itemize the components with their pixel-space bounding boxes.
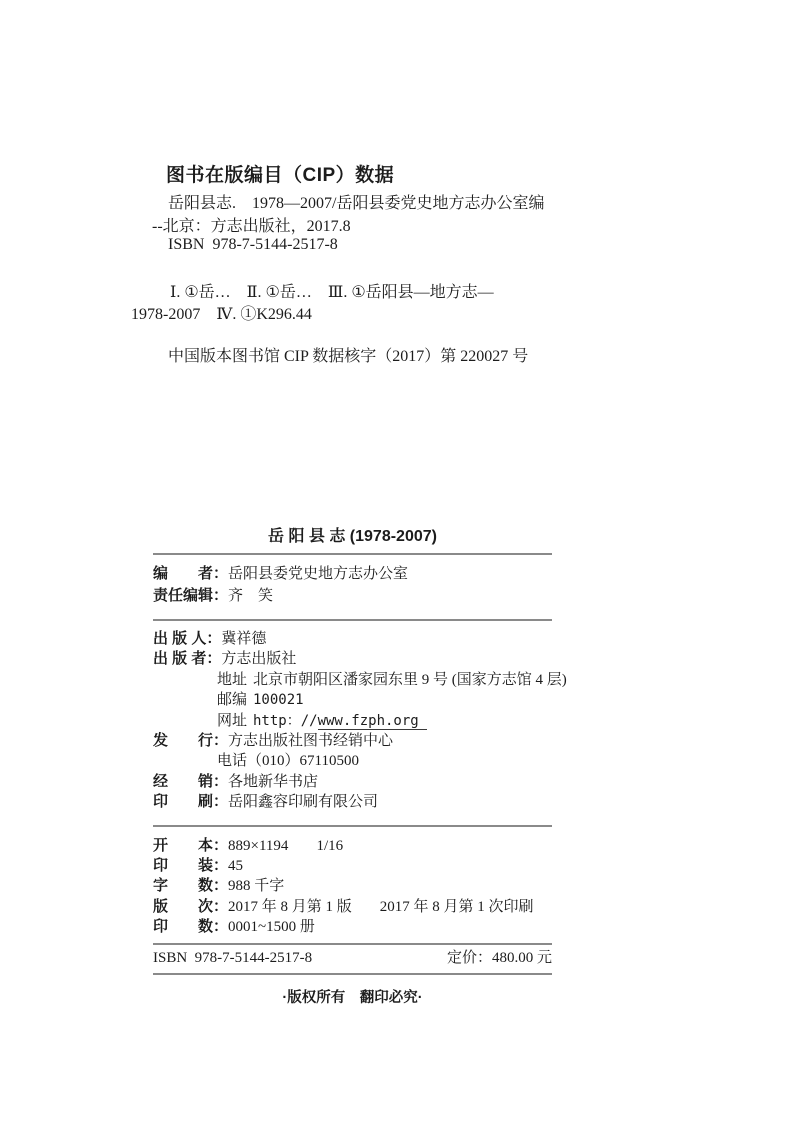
- format-value: 889×1194: [228, 837, 289, 854]
- colon: ：: [213, 836, 229, 854]
- distribution-label: 发 行: [153, 732, 214, 750]
- cip-title-line: 岳阳县志. 1978—2007/岳阳县委党史地方志办公室编: [168, 195, 545, 212]
- binding-value: 45: [228, 857, 244, 874]
- word-count-label: 字 数: [153, 877, 214, 895]
- edition-row: [153, 897, 552, 917]
- sales-value: 各地新华书店: [228, 773, 319, 790]
- website-row: [153, 711, 552, 731]
- book-title: 岳 阳 县 志 (1978-2007): [268, 528, 437, 545]
- format-value-2: 1/16: [316, 837, 344, 854]
- managing-editor-row: [153, 585, 552, 607]
- divider: [153, 973, 552, 975]
- cip-isbn-line: ISBN 978-7-5144-2517-8: [168, 236, 338, 253]
- phone-value: 电话（010）67110500: [217, 753, 359, 770]
- sales-label: 经 销: [153, 772, 214, 790]
- publisher-person-label: 出 版 人: [153, 630, 207, 647]
- address-value: 北京市朝阳区潘家园东里 9 号 (国家方志馆 4 层): [253, 671, 567, 688]
- print-count-label: 印 数: [153, 917, 214, 935]
- publishing-section: [153, 629, 567, 813]
- cip-heading: 图书在版编目（CIP）数据: [166, 165, 395, 186]
- sales-row: [153, 772, 552, 792]
- isbn-value: ISBN 978-7-5144-2517-8: [153, 950, 313, 967]
- copyright-notice: ·版权所有 翻印必究·: [282, 990, 423, 1007]
- format-row: [153, 836, 552, 856]
- edition-value: 2017 年 8 月第 1 版: [228, 898, 352, 915]
- cip-classification-line: Ⅰ. ①岳… Ⅱ. ①岳… Ⅲ. ①岳阳县—地方志—: [170, 284, 494, 301]
- divider: [153, 943, 552, 945]
- cip-publisher-line: --北京：方志出版社，2017.8: [152, 218, 351, 235]
- colon: ：: [213, 587, 229, 604]
- website-link[interactable]: www.fzph.org: [318, 713, 427, 730]
- publisher-person-value: 冀祥德: [221, 631, 267, 647]
- colon: ：: [213, 732, 229, 750]
- divider: [153, 825, 552, 827]
- postcode-row: [153, 690, 552, 710]
- editor-row: [153, 563, 552, 585]
- publisher-row: [153, 649, 552, 669]
- managing-editor-label: 责任编辑: [153, 587, 214, 604]
- colon: ：: [213, 856, 229, 874]
- colon: ：: [213, 897, 229, 915]
- colon: ：: [213, 877, 229, 895]
- colophon: [153, 526, 567, 1007]
- format-section: [153, 836, 552, 937]
- isbn-price-row: [153, 948, 552, 968]
- colon: ：: [206, 630, 222, 647]
- divider: [153, 619, 552, 621]
- price-value: 定价：480.00 元: [446, 950, 552, 967]
- binding-row: [153, 856, 552, 876]
- printing-label: 印 刷: [153, 793, 214, 811]
- colon: ：: [213, 565, 229, 582]
- editors-section: [153, 563, 552, 607]
- print-count-value: 0001~1500 册: [228, 918, 315, 935]
- divider: [153, 553, 552, 555]
- publisher-value: 方志出版社: [221, 651, 297, 668]
- cip-classification-line-2: 1978-2007 Ⅳ. ①K296.44: [131, 306, 312, 323]
- phone-row: [153, 751, 552, 771]
- edition-label: 版 次: [153, 897, 214, 915]
- colon: ：: [213, 917, 229, 935]
- colon: ：: [213, 772, 229, 790]
- printing-row: [153, 792, 552, 812]
- word-count-row: [153, 876, 552, 896]
- managing-editor-value: 齐 笑: [228, 588, 274, 604]
- editor-value: 岳阳县委党史地方志办公室: [228, 566, 409, 582]
- format-label: 开 本: [153, 836, 214, 854]
- cip-record-number-line: 中国版本图书馆 CIP 数据核字（2017）第 220027 号: [168, 348, 529, 365]
- address-label: 地址: [217, 671, 248, 688]
- distribution-value: 方志出版社图书经销中心: [228, 733, 394, 750]
- publisher-person-row: [153, 629, 552, 649]
- postcode-label: 邮编: [217, 692, 248, 709]
- editor-label: 编 者: [153, 565, 214, 582]
- address-row: [153, 670, 567, 690]
- website-value: [253, 713, 427, 730]
- url-prefix: http：//: [253, 712, 318, 729]
- binding-label: 印 装: [153, 856, 214, 874]
- postcode-value: 100021: [253, 692, 304, 709]
- word-count-value: 988 千字: [228, 878, 285, 895]
- print-count-row: [153, 917, 552, 937]
- distribution-row: [153, 731, 552, 751]
- colon: ：: [206, 650, 222, 668]
- printing-value: 岳阳鑫容印刷有限公司: [228, 794, 379, 811]
- website-label: 网址: [217, 712, 248, 729]
- publisher-label: 出 版 者: [153, 650, 207, 668]
- colon: ：: [213, 793, 229, 811]
- printing-run-value: 2017 年 8 月第 1 次印刷: [379, 898, 534, 915]
